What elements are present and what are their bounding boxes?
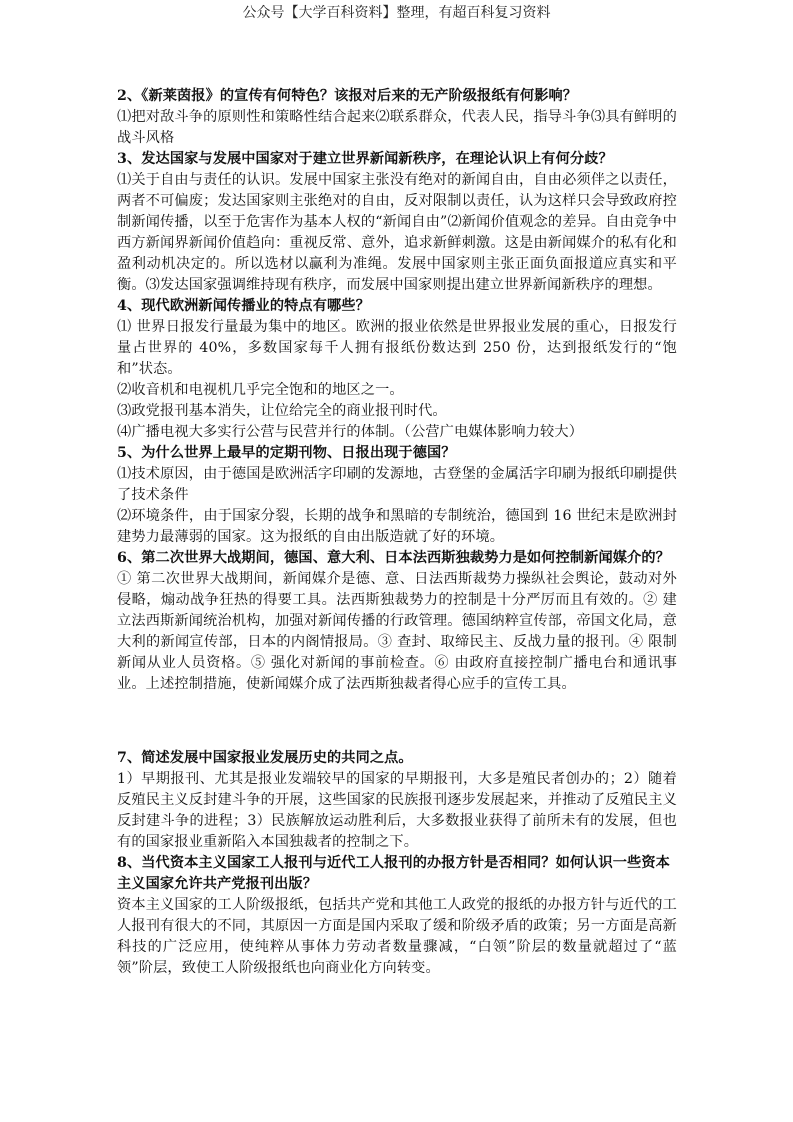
answer-paragraph: ⑴把对敌斗争的原则性和策略性结合起来⑵联系群众，代表人民，指导斗争⑶具有鲜明的战斗风格 <box>117 109 677 146</box>
document-body <box>117 86 677 979</box>
question-heading: 7、简述发展中国家报业发展历史的共同之点。 <box>117 750 413 766</box>
answer-paragraph: 1）早期报刊、尤其是报业发端较早的国家的早期报刊，大多是殖民者创办的；2）随着反殖民主义反封建斗争的开展，这些国家的民族报刊逐步发展起来，并推动了反殖民主义反封建斗争的进程；3）民族解放运动胜利后，大多数报业获得了前所未有的发展，但也有的国家报业重新陷入本国独裁者的控制之下。 <box>117 771 677 850</box>
answer-paragraph: ⑷广播电视大多实行公营与民营并行的体制。（公营广电媒体影响力较大） <box>117 424 584 440</box>
answer-paragraph: ⑶政党报刊基本消失，让位给完全的商业报刊时代。 <box>117 403 447 419</box>
answer-paragraph: ⑴技术原因，由于德国是欧洲活字印刷的发源地，古登堡的金属活字印刷为报纸印刷提供了技术条件 <box>117 466 677 503</box>
answer-paragraph: ⑵收音机和电视机几乎完全饱和的地区之一。 <box>117 382 404 398</box>
question-heading: 6、第二次世界大战期间，德国、意大利、日本法西斯独裁势力是如何控制新闻媒介的？ <box>117 550 670 566</box>
answer-paragraph: ⑵环境条件，由于国家分裂，长期的战争和黑暗的专制统治，德国到 16 世纪末是欧洲封建势力最薄弱的国家。这为报纸的自由出版造就了好的环境。 <box>117 508 677 545</box>
answer-paragraph: ⑴ 世界日报发行量最为集中的地区。欧洲的报业依然是世界报业发展的重心，日报发行量占世界的 40%，多数国家每千人拥有报纸份数达到 250 份，达到报纸发行的“饱和”状态。 <box>117 319 677 377</box>
answer-paragraph: ⑴关于自由与责任的认识。发展中国家主张没有绝对的新闻自由，自由必须伴之以责任，两者不可偏废；发达国家则主张绝对的自由，反对限制以责任，认为这样只会导致政府控制新闻传播，以至于危害作为基本人权的“新闻自由”⑵新闻价值观念的差异。自由竞争中西方新闻界新闻价值趋向：重视反常、意外，追求新鲜刺激。这是由新闻媒介的私有化和盈利动机决定的。所以选材以赢利为准绳。发展中国家则主张正面负面报道应真实和平衡。⑶发达国家强调维持现有秩序，而发展中国家则提出建立世界新闻新秩序的理想。 <box>117 172 677 293</box>
question-heading: 3、发达国家与发展中国家对于建立世界新闻新秩序，在理论认识上有何分歧？ <box>117 151 613 167</box>
page-header: 公众号【大学百科资料】整理，有超百科复习资料 <box>242 5 551 21</box>
answer-paragraph: 资本主义国家的工人阶级报纸，包括共产党和其他工人政党的报纸的办报方针与近代的工人报刊有很大的不同，其原因一方面是国内采取了缓和阶级矛盾的政策；另一方面是高新科技的广泛应用，使纯粹从事体力劳动者数量骤减，“白领”阶层的数量就超过了“蓝领”阶层，致使工人阶级报纸也向商业化方向转变。 <box>117 897 677 976</box>
question-heading: 8、当代资本主义国家工人报刊与近代工人报刊的办报方针是否相同？如何认识一些资本主义国家允许共产党报刊出版？ <box>117 855 670 892</box>
question-heading: 4、现代欧洲新闻传播业的特点有哪些？ <box>117 298 370 314</box>
answer-paragraph: ① 第二次世界大战期间，新闻媒介是德、意、日法西斯裁势力操纵社会舆论，鼓动对外侵略，煽动战争狂热的得要工具。法西斯独裁势力的控制是十分严厉而且有效的。② 建立法西斯新闻统治机构，加强对新闻传播的行政管理。德国纳粹宣传部，帝国文化局，意大利的新闻宣传部，日本的内阁情报局。③ 查封、取缔民主、反战力量的报刊。④ 限制新闻从业人员资格。⑤ 强化对新闻的事前检查。⑥ 由政府直接控制广播电台和通讯事业。上述控制措施，使新闻媒介成了法西斯独裁者得心应手的宣传工具。 <box>117 571 677 692</box>
question-heading: 2、《新莱茵报》的宣传有何特色？该报对后来的无产阶级报纸有何影响？ <box>117 88 578 104</box>
question-heading: 5、为什么世界上最早的定期刊物、日报出现于德国？ <box>117 445 456 461</box>
blank-line <box>117 711 677 732</box>
